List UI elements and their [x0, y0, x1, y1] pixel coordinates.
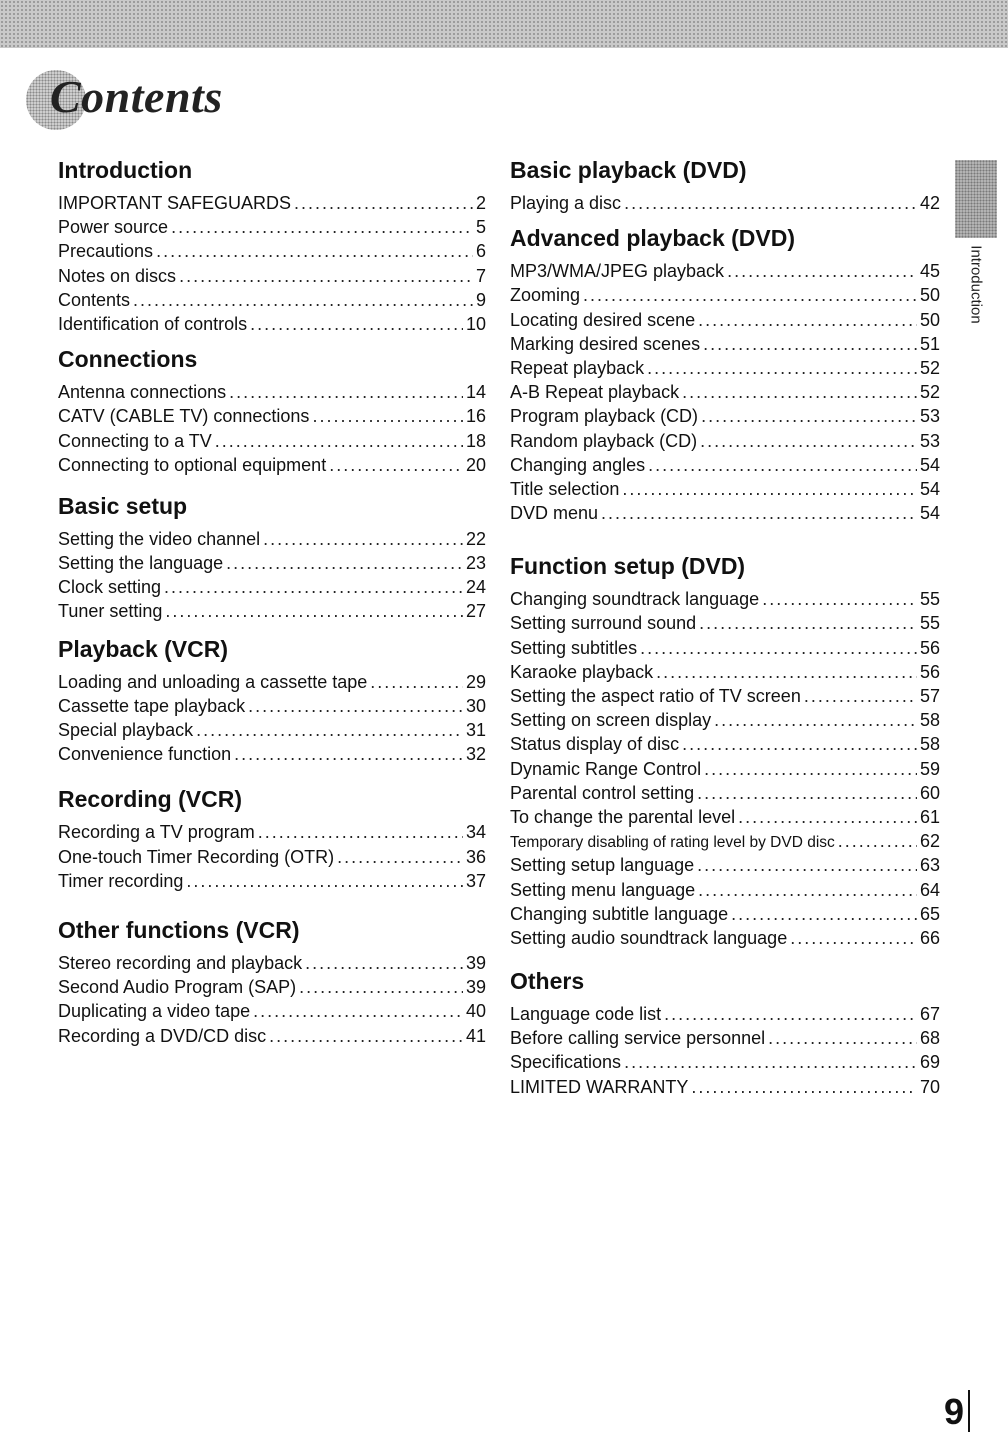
toc-entry-page: 7 [475, 265, 486, 286]
toc-entry[interactable] [510, 806, 940, 830]
toc-entry-label: Language code list [510, 1004, 662, 1025]
dot-leader [790, 927, 917, 949]
page-number-rule [968, 1390, 970, 1432]
toc-entry[interactable] [58, 846, 486, 870]
toc-entry-label: Setting the aspect ratio of TV screen [510, 686, 801, 706]
toc-entry-page: 62 [919, 831, 940, 852]
toc-entry-label: MP3/WMA/JPEG playback [510, 261, 725, 282]
dot-leader [156, 240, 473, 262]
toc-entry-label: Identification of controls [58, 313, 248, 334]
toc-entry-label: Setting audio soundtrack language [510, 927, 788, 948]
section-heading: Basic setup [58, 492, 188, 519]
dot-leader [656, 661, 917, 683]
dot-leader [299, 976, 463, 998]
toc-entry-label: Second Audio Program (SAP) [58, 977, 297, 998]
dot-leader [700, 430, 917, 452]
toc-entry-label: Connecting to a TV [58, 430, 212, 451]
toc-entry[interactable] [510, 854, 940, 878]
toc-entry-label: Connecting to optional equipment [58, 454, 327, 475]
toc-entry[interactable] [58, 821, 486, 845]
page-number: 9 [944, 1391, 965, 1432]
toc-entry[interactable] [58, 381, 486, 405]
toc-entry[interactable] [58, 870, 486, 894]
toc-entry[interactable] [510, 357, 940, 381]
dot-leader [704, 758, 917, 780]
toc-entry-page: 53 [919, 406, 940, 427]
toc-entry-label: DVD menu [510, 503, 599, 524]
toc-entry-page: 9 [475, 289, 486, 310]
toc-entry-page: 39 [465, 952, 486, 973]
toc-entry-label: Recording a DVD/CD disc [58, 1025, 267, 1046]
toc-entry-label: Marking desired scenes [510, 333, 701, 354]
toc-entry-label: Changing subtitle language [510, 903, 729, 924]
dot-leader [838, 830, 917, 852]
toc-entry[interactable] [58, 454, 486, 478]
toc-entry-page: 68 [919, 1028, 940, 1049]
toc-entry-label: Temporary disabling of rating level by DVD disc [510, 834, 835, 852]
toc-entry[interactable] [58, 695, 486, 719]
page-title: Contents [50, 71, 223, 122]
dot-leader [263, 528, 463, 550]
toc-entry-page: 30 [465, 695, 486, 716]
dot-leader [171, 216, 473, 238]
toc-entry-page: 60 [919, 782, 940, 803]
toc-entry[interactable] [510, 309, 940, 333]
dot-leader [165, 600, 463, 622]
toc-entry-label: Tuner setting [58, 601, 163, 622]
toc-entry[interactable] [510, 1051, 940, 1075]
toc-entry-label: Loading and unloading a cassette tape [58, 671, 368, 692]
toc-entry-page: 2 [475, 193, 486, 213]
toc-entry-label: Locating desired scene [510, 309, 696, 330]
dot-leader [164, 576, 463, 598]
toc-section [58, 156, 486, 337]
toc-entry-page: 40 [465, 1001, 486, 1022]
toc-entry-page: 51 [919, 333, 940, 354]
toc-entry-label: Setting menu language [510, 879, 696, 900]
toc-entry-page: 67 [919, 1004, 940, 1025]
toc-entry-label: Notes on discs [58, 265, 177, 286]
dot-leader [294, 192, 473, 214]
toc-entry-label: Setting the video channel [58, 528, 261, 549]
page-title-block [26, 66, 246, 136]
dot-leader [253, 1000, 463, 1022]
dot-leader [768, 1027, 917, 1049]
section-tab-marker [955, 160, 997, 238]
toc-entry-label: Parental control setting [510, 782, 695, 803]
toc-entry-page: 54 [919, 478, 940, 499]
dot-leader [229, 381, 463, 403]
toc-entry-label: LIMITED WARRANTY [510, 1076, 689, 1097]
toc-entry-page: 36 [465, 846, 486, 867]
toc-entry-label: Dynamic Range Control [510, 758, 702, 779]
toc-entry-page: 42 [919, 193, 940, 213]
toc-entry[interactable] [510, 192, 940, 216]
toc-entry[interactable] [510, 381, 940, 405]
toc-entry-label: Title selection [510, 478, 620, 499]
toc-entry[interactable] [58, 671, 486, 695]
toc-entry-label: Setting surround sound [510, 613, 697, 634]
toc-entry-page: 69 [919, 1052, 940, 1073]
toc-entry-label: Setting on screen display [510, 710, 712, 731]
toc-entry[interactable] [510, 637, 940, 661]
toc-entry-label: Karaoke playback [510, 661, 654, 682]
dot-leader [258, 821, 463, 843]
toc-entry-page: 39 [465, 977, 486, 998]
dot-leader [196, 719, 463, 741]
toc-section [510, 552, 940, 951]
toc-entry-label: Setting the language [58, 553, 224, 574]
toc-entry[interactable] [58, 216, 486, 240]
toc-entry-label: CATV (CABLE TV) connections [58, 406, 310, 427]
section-heading: Advanced playback (DVD) [510, 225, 796, 252]
toc-entry[interactable] [510, 454, 940, 478]
toc-section [58, 345, 486, 478]
toc-entry[interactable] [510, 478, 940, 502]
toc-entry[interactable] [510, 830, 940, 854]
toc-entry-page: 57 [919, 686, 940, 706]
toc-entry-label: A-B Repeat playback [510, 382, 680, 403]
toc-entry[interactable] [510, 733, 940, 757]
toc-entry-page: 58 [919, 734, 940, 755]
toc-entry-page: 70 [919, 1076, 940, 1097]
dot-leader [226, 552, 463, 574]
toc-entry-page: 50 [919, 309, 940, 330]
dot-leader [337, 846, 463, 868]
toc-entry[interactable] [58, 430, 486, 454]
dot-leader [682, 733, 917, 755]
dot-leader [762, 588, 917, 610]
toc-entry[interactable] [58, 528, 486, 552]
toc-entry-label: To change the parental level [510, 806, 736, 827]
toc-entry[interactable] [58, 240, 486, 264]
dot-leader [697, 782, 917, 804]
toc-entry[interactable] [510, 612, 940, 636]
toc-entry-page: 16 [465, 406, 486, 427]
toc-section [58, 492, 486, 625]
toc-entry-label: Zooming [510, 285, 581, 306]
toc-entry-label: Playing a disc [510, 193, 622, 213]
dot-leader [133, 289, 473, 311]
toc-entry[interactable] [58, 576, 486, 600]
toc-entry-page: 29 [465, 671, 486, 692]
header-pattern-band [0, 0, 1008, 48]
toc-entry-page: 63 [919, 855, 940, 876]
toc-entry[interactable] [58, 1025, 486, 1049]
toc-entry-page: 52 [919, 357, 940, 378]
toc-entry-label: Program playback (CD) [510, 406, 699, 427]
dot-leader [682, 381, 917, 403]
toc-entry-label: Duplicating a video tape [58, 1001, 251, 1022]
toc-entry-label: Changing angles [510, 454, 646, 475]
toc-entry-label: Precautions [58, 241, 154, 262]
toc-entry-page: 23 [465, 553, 486, 574]
toc-entry-page: 32 [465, 744, 486, 765]
section-tab-label: Introduction [967, 245, 985, 324]
dot-leader [664, 1003, 917, 1025]
section-heading: Recording (VCR) [58, 786, 242, 813]
dot-leader [234, 743, 463, 765]
toc-section [510, 224, 940, 526]
toc-entry-page: 24 [465, 577, 486, 598]
toc-entry-label: Cassette tape playback [58, 695, 246, 716]
dot-leader [703, 333, 917, 355]
toc-section [58, 785, 486, 894]
toc-entry-page: 55 [919, 589, 940, 610]
section-heading: Basic playback (DVD) [510, 157, 747, 183]
dot-leader [804, 685, 917, 707]
dot-leader [697, 854, 917, 876]
toc-entry[interactable] [510, 284, 940, 308]
toc-entry-label: Clock setting [58, 577, 162, 598]
toc-entry-label: Setting setup language [510, 855, 695, 876]
toc-entry[interactable] [510, 405, 940, 429]
dot-leader [269, 1025, 463, 1047]
toc-entry-page: 65 [919, 903, 940, 924]
dot-leader [186, 870, 463, 892]
toc-entry-page: 61 [919, 806, 940, 827]
dot-leader [622, 478, 917, 500]
section-heading: Function setup (DVD) [510, 553, 746, 580]
dot-leader [215, 430, 463, 452]
toc-entry-page: 37 [465, 870, 486, 891]
dot-leader [698, 879, 917, 901]
dot-leader [731, 903, 917, 925]
section-heading: Others [510, 968, 585, 995]
dot-leader [624, 1051, 917, 1073]
dot-leader [648, 454, 917, 476]
dot-leader [624, 192, 917, 214]
toc-entry-label: Changing soundtrack language [510, 589, 760, 610]
toc-entry-label: Convenience function [58, 744, 232, 765]
toc-entry-page: 18 [465, 430, 486, 451]
toc-entry-page: 54 [919, 503, 940, 524]
toc-entry[interactable] [510, 661, 940, 685]
toc-entry-label: IMPORTANT SAFEGUARDS [58, 193, 292, 213]
toc-entry-page: 34 [465, 822, 486, 843]
toc-entry[interactable] [510, 879, 940, 903]
section-heading: Other functions (VCR) [58, 916, 300, 943]
dot-leader [370, 671, 463, 693]
toc-entry[interactable] [58, 1000, 486, 1024]
dot-leader [701, 405, 917, 427]
toc-entry-page: 56 [919, 661, 940, 682]
toc-entry[interactable] [510, 333, 940, 357]
dot-leader [714, 709, 917, 731]
toc-entry[interactable] [58, 719, 486, 743]
toc-entry-label: Antenna connections [58, 382, 227, 403]
toc-right-column [510, 156, 940, 1100]
toc-entry[interactable] [58, 976, 486, 1000]
toc-entry[interactable] [58, 289, 486, 313]
dot-leader [647, 357, 917, 379]
toc-entry-label: Status display of disc [510, 734, 680, 755]
dot-leader [312, 405, 463, 427]
toc-entry-label: Special playback [58, 720, 194, 740]
toc-entry[interactable] [58, 405, 486, 429]
toc-left-column [58, 156, 486, 1049]
toc-entry-label: Repeat playback [510, 357, 645, 378]
toc-entry-page: 59 [919, 758, 940, 779]
toc-entry[interactable] [58, 952, 486, 976]
section-heading: Introduction [58, 157, 193, 183]
dot-leader [583, 284, 917, 306]
toc-entry-page: 66 [919, 927, 940, 948]
toc-entry-page: 27 [465, 601, 486, 622]
toc-entry-page: 52 [919, 382, 940, 403]
toc-entry[interactable] [510, 588, 940, 612]
toc-entry[interactable] [510, 758, 940, 782]
dot-leader [329, 454, 463, 476]
toc-entry[interactable] [510, 430, 940, 454]
dot-leader [179, 265, 473, 287]
toc-entry-page: 55 [919, 613, 940, 634]
toc-entry[interactable] [58, 265, 486, 289]
toc-entry[interactable] [510, 782, 940, 806]
toc-entry-page: 41 [465, 1025, 486, 1046]
dot-leader [698, 309, 917, 331]
toc-entry-label: Timer recording [58, 870, 184, 891]
toc-entry[interactable] [510, 903, 940, 927]
toc-entry[interactable] [58, 552, 486, 576]
toc-entry-label: Before calling service personnel [510, 1028, 766, 1049]
toc-entry[interactable] [510, 1076, 940, 1100]
toc-entry-page: 56 [919, 637, 940, 658]
toc-entry[interactable] [58, 743, 486, 767]
toc-entry[interactable] [510, 685, 940, 709]
section-heading: Connections [58, 346, 198, 373]
toc-section [58, 916, 486, 1049]
toc-entry-label: Contents [58, 289, 131, 310]
dot-leader [640, 637, 917, 659]
toc-section [510, 967, 940, 1100]
toc-entry-page: 54 [919, 454, 940, 475]
dot-leader [699, 612, 917, 634]
toc-entry-label: Stereo recording and playback [58, 952, 303, 973]
dot-leader [727, 260, 917, 282]
toc-entry[interactable] [510, 1003, 940, 1027]
toc-entry[interactable] [58, 192, 486, 216]
toc-entry-label: One-touch Timer Recording (OTR) [58, 846, 335, 867]
dot-leader [601, 502, 917, 524]
toc-section [510, 156, 940, 216]
toc-entry-page: 10 [465, 313, 486, 334]
toc-entry[interactable] [510, 260, 940, 284]
dot-leader [305, 952, 463, 974]
toc-entry-page: 45 [919, 261, 940, 282]
toc-entry-page: 14 [465, 382, 486, 403]
toc-entry-page: 58 [919, 710, 940, 731]
toc-entry-page: 5 [475, 217, 486, 238]
toc-entry-page: 31 [465, 720, 486, 740]
toc-entry[interactable] [510, 1027, 940, 1051]
toc-entry-label: Recording a TV program [58, 822, 255, 843]
toc-entry-label: Specifications [510, 1052, 622, 1073]
toc-entry-page: 53 [919, 430, 940, 451]
toc-section [58, 635, 486, 768]
dot-leader [691, 1076, 917, 1098]
toc-entry-label: Setting subtitles [510, 637, 638, 658]
toc-entry-page: 22 [465, 528, 486, 549]
toc-entry[interactable] [510, 709, 940, 733]
toc-entry-page: 50 [919, 285, 940, 306]
section-heading: Playback (VCR) [58, 635, 229, 662]
toc-entry-label: Power source [58, 217, 169, 238]
toc-entry[interactable] [510, 502, 940, 526]
toc-entry[interactable] [510, 927, 940, 951]
toc-entry-label: Random playback (CD) [510, 430, 698, 451]
toc-entry-page: 64 [919, 879, 940, 900]
toc-entry-page: 20 [465, 454, 486, 475]
dot-leader [248, 695, 463, 717]
toc-entry[interactable] [58, 600, 486, 624]
dot-leader [738, 806, 917, 828]
dot-leader [250, 313, 463, 335]
toc-entry[interactable] [58, 313, 486, 337]
toc-entry-page: 6 [475, 241, 486, 262]
